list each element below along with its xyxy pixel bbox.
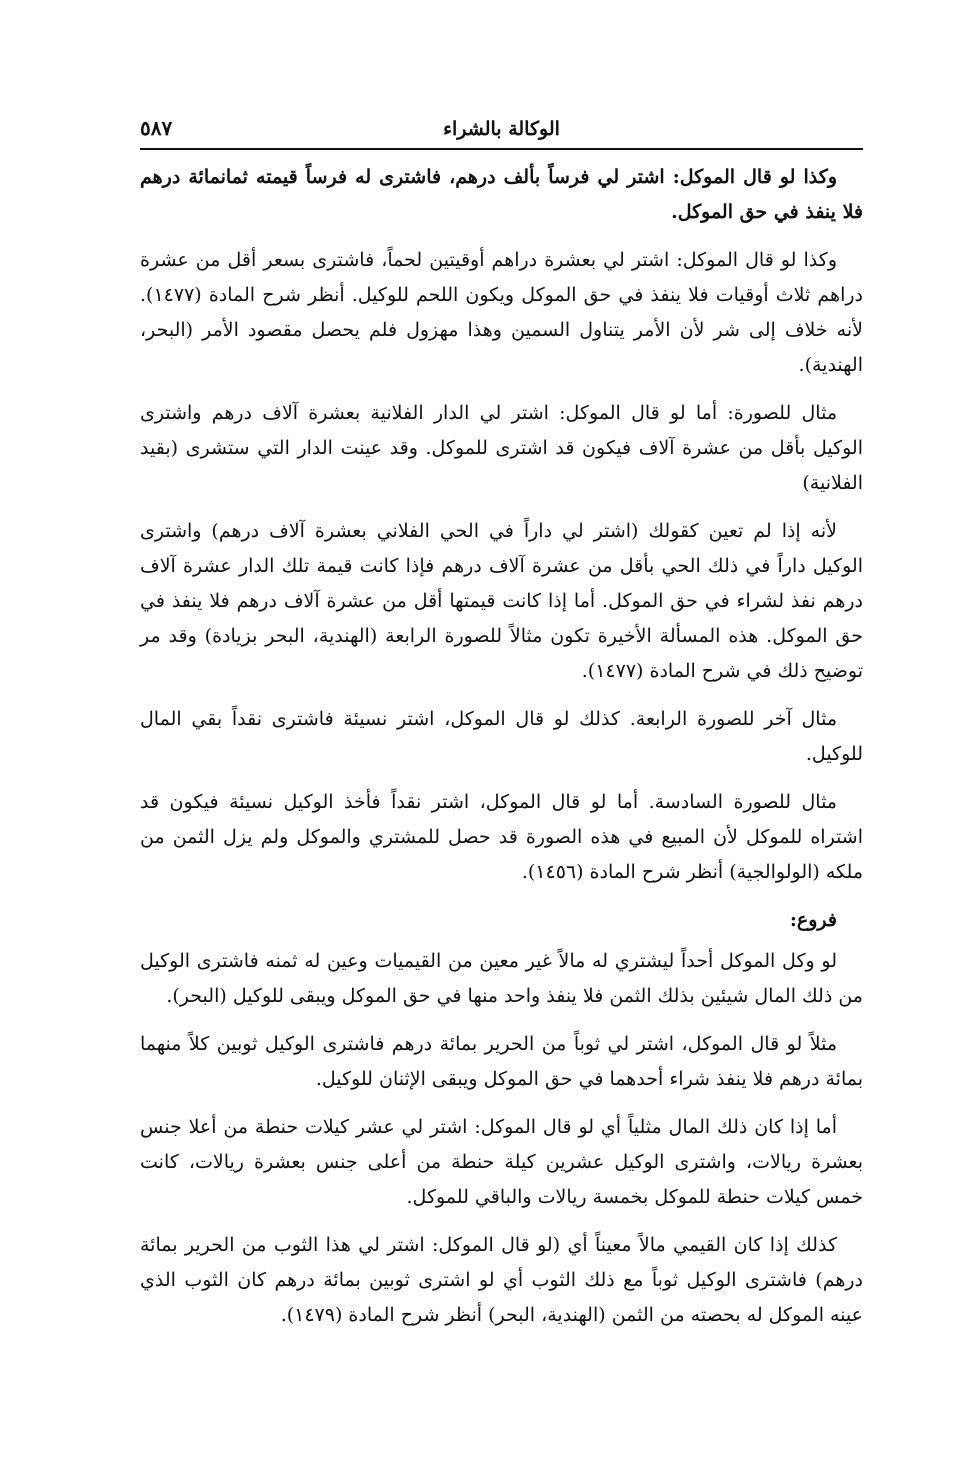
paragraph-9: أما إذا كان ذلك المال مثلياً أي لو قال الموكل: اشتر لي عشر كيلات حنطة من أعلا جنس بعشرة ريالات، واشترى الوكيل عشرين كيلة حنطة من أعلى جنس بعشرة ريالات، كانت خمس كيلات حنطة للموكل بخمسة ريالات والباقي للموكل. (140, 1116, 863, 1208)
paragraph-6: مثال للصورة السادسة. أما لو قال الموكل، اشتر نقداً فأخذ الوكيل نسيئة فيكون قد اشتراه للموكل لأن المبيع في هذه الصورة قد حصل للمشتري والموكل ولم يزل الثمن من ملكه (الولوالجية) أنظر شرح المادة (١٤٥٦). (140, 791, 863, 883)
paragraph-7: لو وكل الموكل أحداً ليشتري له مالاً غير معين من القيميات وعين له ثمنه فاشترى الوكيل من ذلك المال شيئين بذلك الثمن فلا ينفذ واحد منها في حق الموكل ويبقى للوكيل (البحر). (140, 950, 863, 1007)
running-title: الوكالة بالشراء (443, 118, 560, 140)
header-rule (140, 148, 863, 150)
page-body (140, 160, 863, 1346)
paragraph-4: لأنه إذا لم تعين كقولك (اشتر لي داراً في الحي الفلاني بعشرة آلاف درهم) واشترى الوكيل داراً في ذلك الحي بأقل من عشرة آلاف درهم فإذا كانت قيمة تلك الدار عشرة آلاف درهم نفذ لشراء في حق الموكل. أما إذا كانت قيمتها أقل من عشرة آلاف درهم فلا ينفذ في حق الموكل. هذه المسألة الأخيرة تكون مثالاً للصورة الرابعة (الهندية، البحر بزيادة) وقد مر توضيح ذلك في شرح المادة (١٤٧٧). (140, 520, 863, 682)
page-number: ٥٨٧ (140, 116, 173, 140)
paragraph-8: مثلاً لو قال الموكل، اشتر لي ثوباً من الحرير بمائة درهم فاشترى الوكيل ثوبين كلاً منهما بمائة درهم فلا ينفذ شراء أحدهما في حق الموكل ويبقى الإثنان للوكيل. (140, 1033, 863, 1090)
paragraph-2: وكذا لو قال الموكل: اشتر لي بعشرة دراهم أوقيتين لحماً، فاشترى بسعر أقل من عشرة دراهم ثلاث أوقيات فلا ينفذ في حق الموكل ويكون اللحم للوكيل. أنظر شرح المادة (١٤٧٧). لأنه خلاف إلى شر لأن الأمر يتناول السمين وهذا مهزول فلم يحصل مقصود الأمر (البحر، الهندية). (140, 249, 863, 376)
paragraph-10: كذلك إذا كان القيمي مالاً معيناً أي (لو قال الموكل: اشتر لي هذا الثوب من الحرير بمائة درهم) فاشترى الوكيل ثوباً مع ذلك الثوب أي لو اشترى ثوبين بمائة درهم كان الثوب الذي عينه الموكل له بحصته من الثمن (الهندية، البحر) أنظر شرح المادة (١٤٧٩). (140, 1234, 863, 1326)
section-heading-furu: فروع: (789, 909, 837, 931)
paragraph-5: مثال آخر للصورة الرابعة. كذلك لو قال الموكل، اشتر نسيئة فاشترى نقداً بقي المال للوكيل. (140, 708, 863, 765)
paragraph-3: مثال للصورة: أما لو قال الموكل: اشتر لي الدار الفلانية بعشرة آلاف درهم واشترى الوكيل بأقل من عشرة آلاف فيكون قد اشترى للموكل. وقد عينت الدار التي ستشرى (بقيد الفلانية) (140, 402, 863, 494)
page-header (140, 112, 863, 150)
paragraph-1: وكذا لو قال الموكل: اشتر لي فرساً بألف درهم، فاشترى له فرساً قيمته ثمانمائة درهم فلا ينفذ في حق الموكل. (140, 166, 863, 223)
